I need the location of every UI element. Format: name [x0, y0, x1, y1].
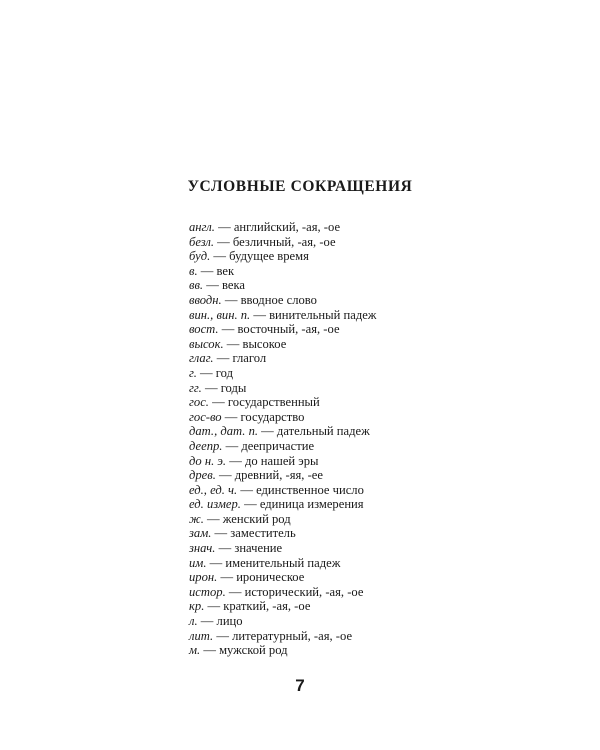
abbreviation-separator: —: [197, 263, 217, 278]
abbreviation-meaning: до нашей эры: [244, 453, 319, 468]
abbreviation-term: гг.: [189, 380, 202, 395]
abbreviation-entry: [189, 337, 377, 352]
abbreviation-meaning: безличный, -ая, -ое: [232, 234, 336, 249]
abbreviation-separator: —: [208, 395, 228, 410]
abbreviation-separator: —: [203, 278, 222, 293]
abbreviation-term: им.: [189, 555, 207, 570]
abbreviation-term: кр.: [189, 599, 205, 614]
abbreviation-entry: [189, 497, 377, 512]
abbreviation-separator: —: [250, 307, 270, 322]
abbreviation-meaning: английский, -ая, -ое: [233, 220, 341, 234]
abbreviations-list: [189, 220, 377, 658]
abbreviation-meaning: значение: [234, 541, 283, 556]
abbreviation-separator: —: [213, 628, 233, 643]
abbreviation-meaning: древний, -яя, -ее: [234, 468, 323, 483]
abbreviation-meaning: лицо: [216, 614, 243, 629]
abbreviation-term: до н. э.: [189, 453, 227, 468]
abbreviation-entry: [189, 264, 377, 279]
abbreviation-entry: [189, 643, 377, 658]
page-number: 7: [295, 676, 305, 695]
abbreviation-meaning: будущее время: [229, 249, 309, 264]
abbreviation-meaning: глагол: [232, 351, 267, 366]
abbreviation-separator: —: [221, 292, 241, 307]
abbreviation-entry: [189, 322, 377, 337]
abbreviation-meaning: век: [216, 263, 235, 278]
abbreviation-term: деепр.: [189, 438, 223, 453]
abbreviation-term: вводн.: [189, 292, 222, 307]
abbreviation-separator: —: [204, 599, 224, 614]
abbreviation-term: истор.: [189, 584, 226, 599]
abbreviation-separator: —: [213, 351, 233, 366]
abbreviation-meaning: восточный, -ая, -ое: [237, 322, 340, 337]
abbreviation-term: ж.: [189, 511, 204, 526]
abbreviation-term: дат., дат. п.: [189, 424, 259, 439]
abbreviation-separator: —: [218, 322, 238, 337]
abbreviation-meaning: деепричастие: [241, 438, 315, 453]
abbreviation-separator: —: [201, 380, 221, 395]
abbreviation-entry: [189, 614, 377, 629]
abbreviation-entry: [189, 293, 377, 308]
abbreviation-term: глаг.: [189, 351, 214, 366]
abbreviation-separator: —: [196, 365, 216, 380]
abbreviation-entry: [189, 351, 377, 366]
abbreviation-entry: [189, 541, 377, 556]
abbreviation-entry: [189, 629, 377, 644]
abbreviation-term: зам.: [189, 526, 212, 541]
abbreviation-meaning: краткий, -ая, -ое: [223, 599, 311, 614]
abbreviation-separator: —: [214, 234, 233, 249]
abbreviation-separator: —: [197, 614, 217, 629]
abbreviation-entry: [189, 424, 377, 439]
abbreviation-separator: —: [200, 643, 220, 658]
abbreviation-term: вин., вин. п.: [189, 307, 251, 322]
abbreviation-entry: [189, 366, 377, 381]
abbreviation-term: лит.: [189, 628, 214, 643]
abbreviation-term: м.: [189, 643, 201, 658]
abbreviation-entry: [189, 454, 377, 469]
abbreviation-term: в.: [189, 263, 198, 278]
abbreviation-separator: —: [237, 482, 257, 497]
abbreviation-meaning: дательный падеж: [276, 424, 370, 439]
abbreviation-meaning: женский род: [222, 511, 291, 526]
abbreviation-meaning: государство: [240, 409, 305, 424]
abbreviation-term: л.: [189, 614, 198, 629]
abbreviation-separator: —: [221, 409, 241, 424]
abbreviation-separator: —: [226, 453, 245, 468]
abbreviation-separator: —: [214, 220, 234, 234]
abbreviation-term: вост.: [189, 322, 219, 337]
abbreviation-term: ед. измер.: [189, 497, 241, 512]
abbreviation-separator: —: [215, 468, 235, 483]
abbreviation-separator: —: [206, 555, 226, 570]
abbreviation-meaning: вводное слово: [240, 292, 317, 307]
abbreviation-entry: [189, 468, 377, 483]
abbreviation-term: англ.: [189, 220, 215, 234]
abbreviation-entry: [189, 220, 377, 235]
abbreviation-meaning: литературный, -ая, -ое: [232, 628, 353, 643]
abbreviation-meaning: высокое: [242, 336, 287, 351]
abbreviation-entry: [189, 585, 377, 600]
abbreviation-separator: —: [240, 497, 260, 512]
abbreviation-entry: [189, 556, 377, 571]
abbreviation-entry: [189, 570, 377, 585]
abbreviation-term: гос-во: [189, 409, 222, 424]
abbreviation-separator: —: [211, 526, 231, 541]
abbreviation-meaning: ироническое: [236, 570, 305, 585]
abbreviation-entry: [189, 410, 377, 425]
abbreviation-entry: [189, 599, 377, 614]
abbreviation-separator: —: [258, 424, 277, 439]
abbreviation-term: ирон.: [189, 570, 218, 585]
abbreviation-entry: [189, 278, 377, 293]
abbreviation-meaning: государственный: [227, 395, 320, 410]
abbreviation-entry: [189, 308, 377, 323]
abbreviation-separator: —: [203, 511, 223, 526]
abbreviation-entry: [189, 439, 377, 454]
abbreviation-meaning: именительный падеж: [225, 555, 341, 570]
abbreviation-entry: [189, 235, 377, 250]
abbreviation-term: безл.: [189, 234, 214, 249]
abbreviation-meaning: единственное число: [256, 482, 364, 497]
abbreviation-entry: [189, 512, 377, 527]
abbreviation-meaning: винительный падеж: [269, 307, 377, 322]
abbreviation-separator: —: [210, 249, 230, 264]
abbreviation-term: буд.: [189, 249, 211, 264]
abbreviation-term: гос.: [189, 395, 209, 410]
abbreviation-separator: —: [225, 584, 245, 599]
abbreviation-separator: —: [217, 570, 237, 585]
abbreviation-term: знач.: [189, 541, 216, 556]
abbreviation-meaning: заместитель: [230, 526, 296, 541]
abbreviation-meaning: исторический, -ая, -ое: [244, 584, 364, 599]
abbreviation-entry: [189, 526, 377, 541]
abbreviation-meaning: века: [221, 278, 245, 293]
abbreviation-term: высок.: [189, 336, 224, 351]
abbreviation-meaning: годы: [220, 380, 247, 395]
abbreviation-meaning: единица измерения: [259, 497, 364, 512]
section-heading: УСЛОВНЫЕ СОКРАЩЕНИЯ: [187, 178, 413, 195]
abbreviation-entry: [189, 483, 377, 498]
abbreviation-separator: —: [223, 336, 243, 351]
abbreviation-meaning: год: [215, 365, 233, 380]
abbreviation-entry: [189, 395, 377, 410]
abbreviation-separator: —: [222, 438, 242, 453]
abbreviation-meaning: мужской род: [219, 643, 288, 658]
abbreviation-term: древ.: [189, 468, 216, 483]
abbreviation-separator: —: [215, 541, 235, 556]
abbreviation-term: ед., ед. ч.: [189, 482, 238, 497]
abbreviation-entry: [189, 249, 377, 264]
abbreviation-term: вв.: [189, 278, 204, 293]
abbreviation-term: г.: [189, 365, 197, 380]
abbreviation-entry: [189, 381, 377, 396]
